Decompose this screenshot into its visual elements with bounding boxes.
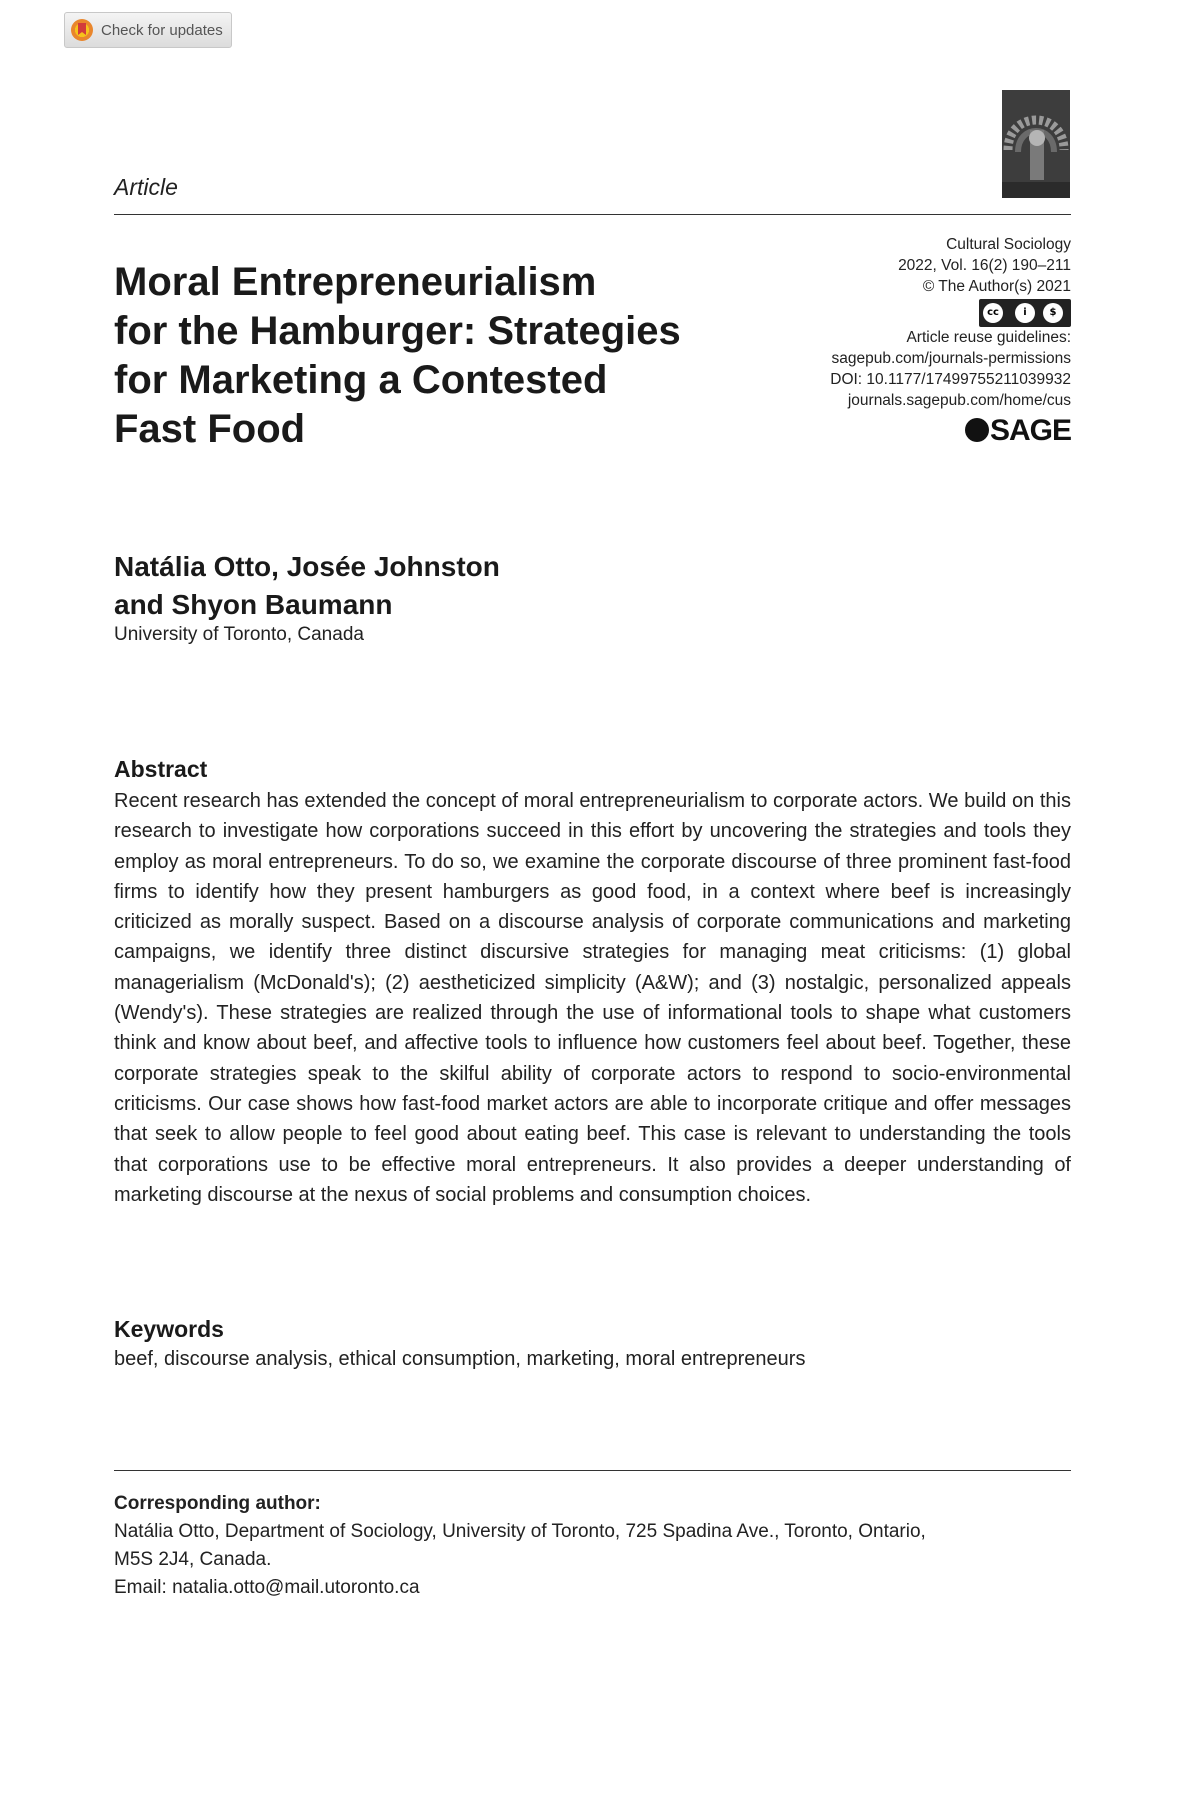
- corresponding-address-line: Natália Otto, Department of Sociology, University of Toronto, 725 Spadina Ave., Toronto, Ontario,: [114, 1521, 926, 1542]
- sage-mark-icon: [965, 418, 989, 442]
- crossmark-icon: [71, 19, 93, 41]
- corresponding-address-line: M5S 2J4, Canada.: [114, 1549, 272, 1570]
- email-link[interactable]: natalia.otto@mail.utoronto.ca: [172, 1577, 420, 1598]
- header-divider: [114, 214, 1071, 215]
- keywords-list: beef, discourse analysis, ethical consumption, marketing, moral entrepreneurs: [114, 1348, 806, 1370]
- article-title: [114, 258, 754, 454]
- author-list: [114, 548, 500, 624]
- journal-cover-image: [1002, 90, 1070, 198]
- journal-name: Cultural Sociology: [946, 236, 1071, 253]
- abstract-heading: Abstract: [114, 756, 208, 782]
- corresponding-email-row: [114, 1574, 1071, 1602]
- author-affiliation: University of Toronto, Canada: [114, 624, 364, 645]
- journal-meta: [830, 234, 1071, 447]
- title-line: Fast Food: [114, 407, 306, 451]
- journal-home-link[interactable]: journals.sagepub.com/home/cus: [847, 392, 1071, 409]
- email-label: Email:: [114, 1577, 167, 1598]
- author-line: and Shyon Baumann: [114, 589, 393, 620]
- abstract-body: Recent research has extended the concept of moral entrepreneurialism to corporate actors. We build on this research to investigate how corporations succeed in this effort by uncovering the strategies and tools they employ as moral entrepreneurs. To do so, we examine the corporate discourse of three prominent fast-food firms to identify how they present hamburgers as good food, in a context where beef is increasingly criticized as morally suspect. Based on a discourse analysis of corporate communications and marketing campaigns, we identify three distinct discursive strategies for managing meat criticisms: (1) global managerialism (McDonald's); (2) aestheticized simplicity (A&W); and (3) nostalgic, personalized appeals (Wendy's). These strategies are realized through the use of informational tools to shape what customers think and know about beef, and affective tools to influence how customers feel about beef. Together, these corporate strategies speak to the skilful ability of corporate actors to respond to socio-environmental criticisms. Our case shows how fast-food market actors are able to incorporate critique and offer messages that seek to allow people to feel good about eating beef. This case is relevant to understanding the tools that corporations use to be effective moral entrepreneurs. It also provides a deeper understanding of marketing discourse at the nexus of social problems and consumption choices.: [114, 790, 1071, 1206]
- permissions-link[interactable]: sagepub.com/journals-permissions: [831, 350, 1071, 367]
- doi-link[interactable]: DOI: 10.1177/17499755211039932: [830, 371, 1071, 388]
- keywords-heading: Keywords: [114, 1316, 224, 1342]
- reuse-guidelines-label: Article reuse guidelines:: [906, 329, 1071, 346]
- sage-logo: SAGE: [965, 415, 1071, 447]
- title-line: for the Hamburger: Strategies: [114, 309, 681, 353]
- corresponding-author-block: [114, 1490, 1071, 1602]
- check-for-updates-label: Check for updates: [101, 21, 223, 39]
- check-for-updates-button[interactable]: [64, 12, 232, 48]
- journal-volume: 2022, Vol. 16(2) 190–211: [898, 257, 1071, 274]
- title-line: for Marketing a Contested: [114, 358, 608, 402]
- cc-by-nc-icon[interactable]: cc i $: [979, 299, 1071, 327]
- title-line: Moral Entrepreneurialism: [114, 260, 597, 304]
- author-line: Natália Otto, Josée Johnston: [114, 551, 500, 582]
- article-type-label: Article: [114, 174, 178, 200]
- footnote-divider: [114, 1470, 1071, 1471]
- corresponding-author-label: Corresponding author:: [114, 1493, 321, 1514]
- copyright-notice: © The Author(s) 2021: [922, 278, 1071, 295]
